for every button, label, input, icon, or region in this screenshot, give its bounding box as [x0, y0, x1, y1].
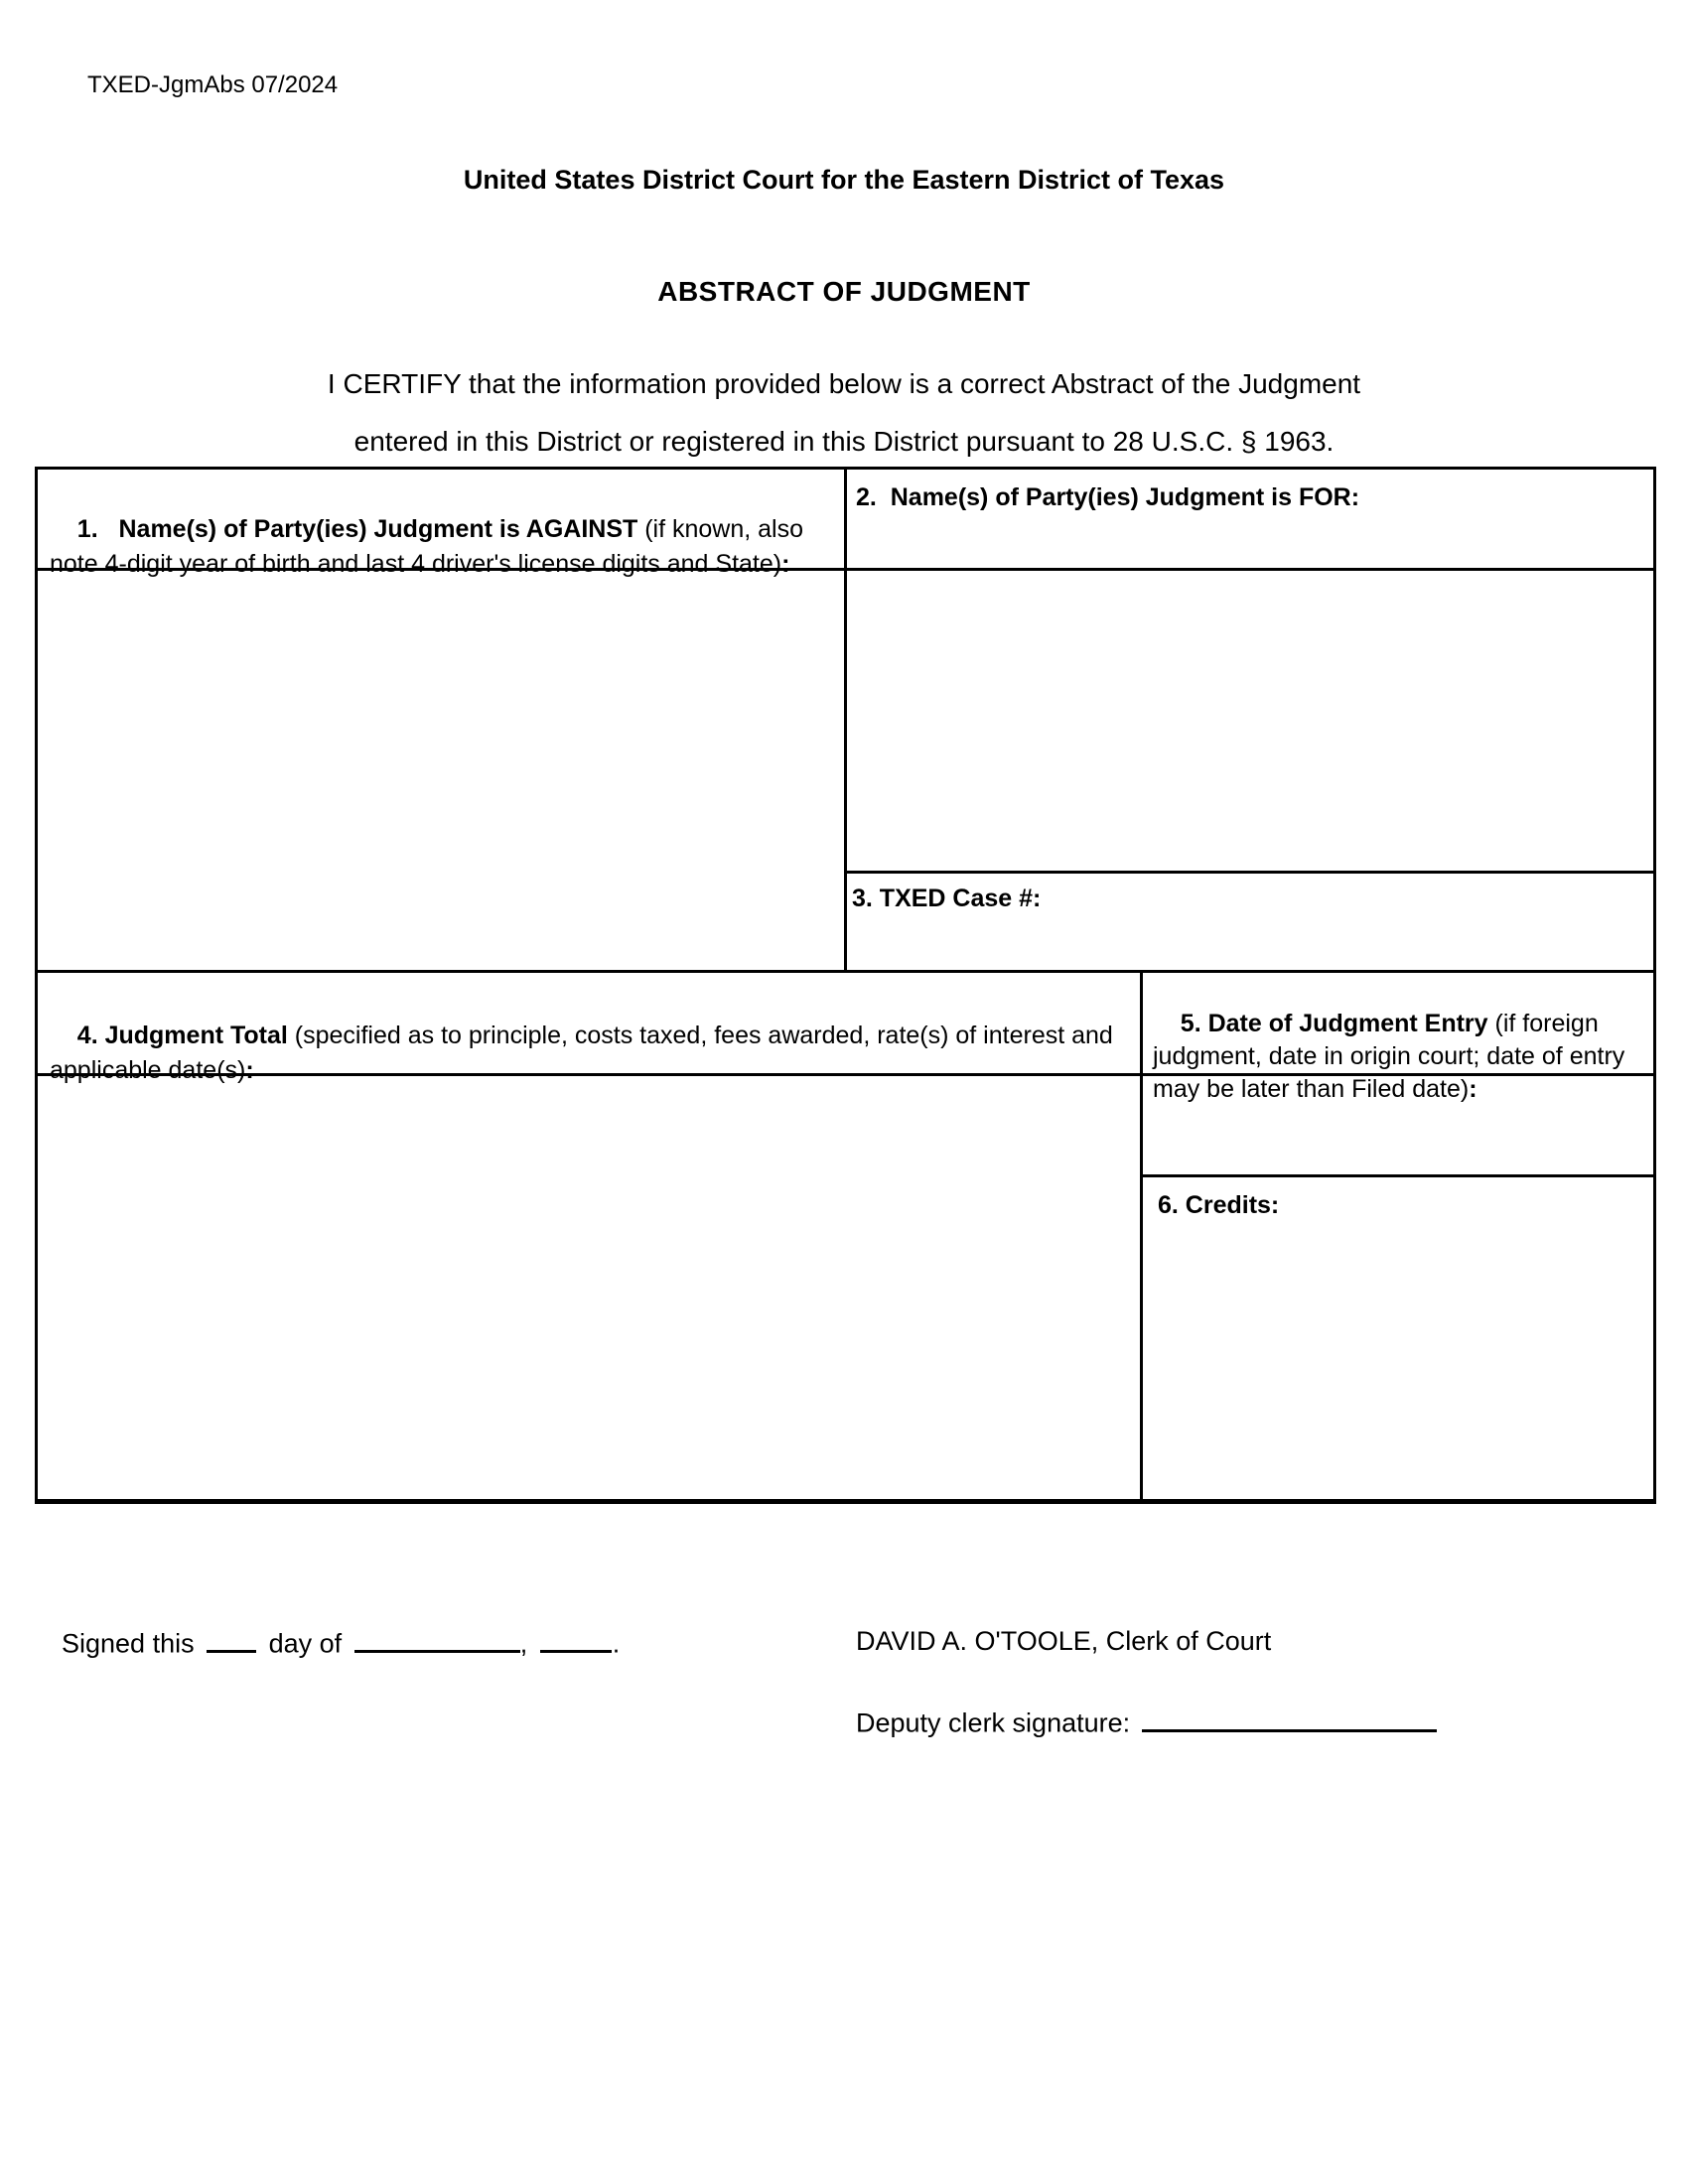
deputy-signature-line	[856, 1704, 1442, 1739]
date-of-entry-label: 5. Date of Judgment Entry (if foreign judgment, date in origin court; date of entry may be later than Filed date):	[1153, 1010, 1632, 1103]
case-number-row-divider	[844, 871, 1656, 874]
credits-entry-area	[1147, 1231, 1651, 1499]
column-divider-top	[844, 467, 847, 973]
column-divider-bottom	[1140, 970, 1143, 1504]
party-for-label: 2. Name(s) of Party(ies) Judgment is FOR:	[856, 483, 1360, 511]
deputy-signature-blank	[1142, 1704, 1437, 1732]
signed-year-blank	[540, 1624, 612, 1653]
clerk-of-court-name: DAVID A. O'TOOLE, Clerk of Court	[856, 1626, 1272, 1656]
certification-text	[0, 355, 1688, 471]
party-for-entry-area	[852, 526, 1651, 867]
page-title: United States District Court for the Eastern District of Texas	[463, 165, 1225, 195]
signed-day-blank	[207, 1624, 256, 1653]
signed-date-line: Signed this day of , .	[62, 1624, 620, 1660]
party-against-note: (if known, also note 4-digit year of birth and last 4 driver's license digits and State)	[50, 515, 810, 578]
day-of-text: day of	[268, 1628, 343, 1659]
judgment-total-entry-area	[40, 1080, 1137, 1500]
signed-month-blank	[354, 1624, 520, 1653]
date-of-entry-area	[1147, 1079, 1651, 1171]
certification-line-2: entered in this District or registered in this District pursuant to 28 U.S.C. § 1963.	[353, 426, 1335, 457]
party-against-heading: 1. Name(s) of Party(ies) Judgment is AGAINST	[76, 515, 645, 543]
party-against-entry-area	[40, 574, 839, 966]
certification-line-1: I CERTIFY that the information provided below is a correct Abstract of the Judgment	[327, 368, 1361, 399]
judgment-total-note: (specified as to principle, costs taxed, fees awarded, rate(s) of interest and applicable date(s)	[50, 1022, 1120, 1084]
form-code: TXED-JgmAbs 07/2024	[87, 71, 339, 98]
second-row-divider	[35, 970, 1656, 973]
credits-row-divider	[1140, 1174, 1656, 1177]
date-of-entry-heading: 5. Date of Judgment Entry	[1180, 1010, 1495, 1037]
credits-label: 6. Credits:	[1158, 1191, 1280, 1219]
deputy-signature-label: Deputy clerk signature:	[856, 1707, 1131, 1738]
date-of-entry-note: (if foreign judgment, date in origin court; date of entry may be later than Filed date)	[1153, 1010, 1632, 1103]
party-against-label: 1. Name(s) of Party(ies) Judgment is AGAINST (if known, also note 4-digit year of birth and last 4 driver's license digits and State):	[50, 515, 810, 578]
case-number-entry-area	[1062, 879, 1648, 966]
judgment-total-heading: 4. Judgment Total	[76, 1022, 295, 1049]
case-number-label: 3. TXED Case #:	[852, 885, 1042, 912]
form-title: ABSTRACT OF JUDGMENT	[657, 276, 1031, 307]
judgment-total-label: 4. Judgment Total (specified as to principle, costs taxed, fees awarded, rate(s) of interest and applicable date(s):	[50, 1022, 1120, 1084]
signed-this-text: Signed this	[62, 1628, 195, 1659]
